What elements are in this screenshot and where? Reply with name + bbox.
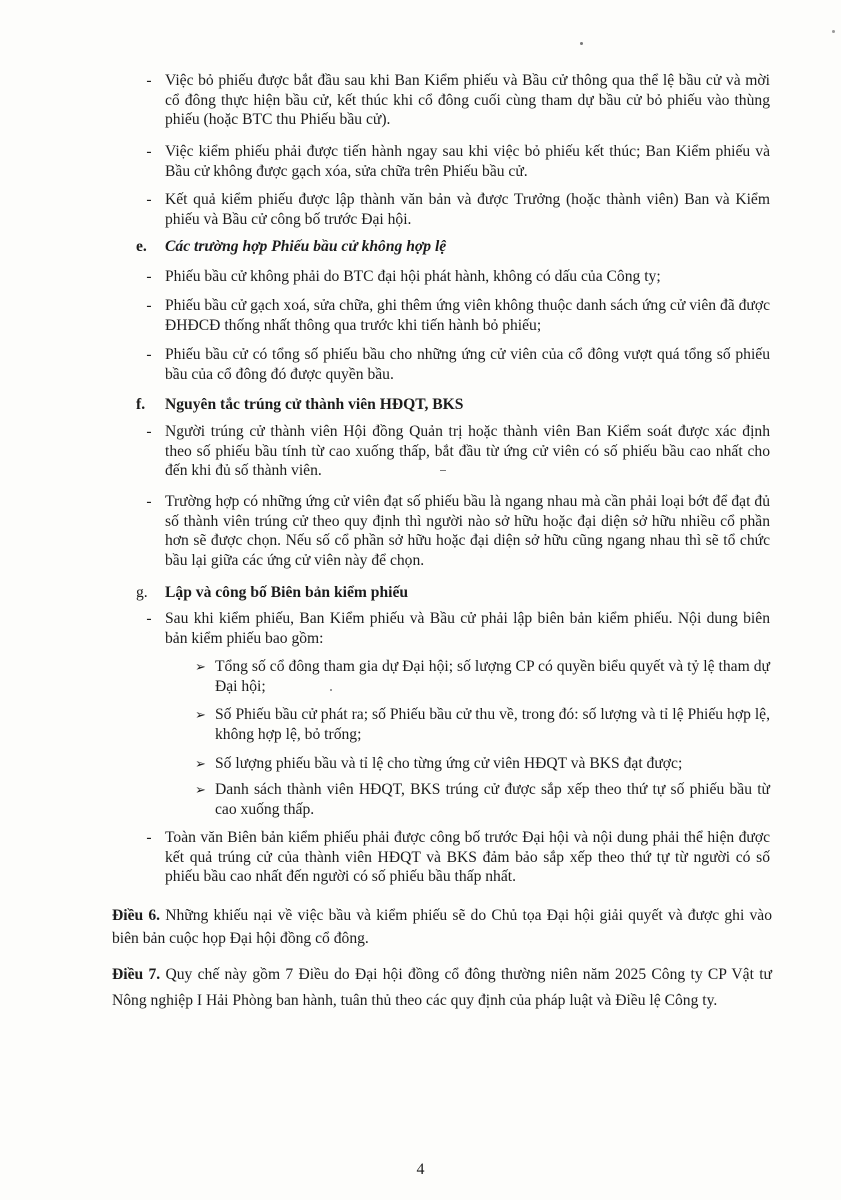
dash-bullet: -	[146, 297, 152, 314]
list-item: Kết quả kiểm phiếu được lập thành văn bản và được Trưởng (hoặc thành viên) Ban và Kiểm phiếu và Bầu cử công bố trước Đại hội.	[165, 191, 770, 228]
article-6-text: Những khiếu nại về việc bầu và kiểm phiếu sẽ do Chủ tọa Đại hội giải quyết và được ghi vào biên bản cuộc họp Đại hội đồng cổ đông.	[112, 907, 773, 947]
section-g-title: Lập và công bố Biên bản kiểm phiếu	[165, 584, 409, 601]
article-6-label: Điều 6.	[112, 907, 161, 924]
article-6	[112, 904, 772, 950]
section-e-title: Các trường hợp Phiếu bầu cử không hợp lệ	[165, 238, 447, 255]
dash-bullet: -	[146, 493, 152, 510]
dash-bullet: -	[146, 423, 152, 440]
section-g-letter: g.	[136, 584, 148, 601]
arrow-bullet-icon: ➢	[195, 659, 206, 674]
list-item: Sau khi kiểm phiếu, Ban Kiểm phiếu và Bầu cử phải lập biên bản kiểm phiếu. Nội dung biên bản kiểm phiếu bao gồm:	[165, 610, 770, 647]
list-item: Phiếu bầu cử gạch xoá, sửa chữa, ghi thêm ứng viên không thuộc danh sách ứng cử viên đã được ĐHĐCĐ thống nhất thông qua trước khi tiến hành bỏ phiếu;	[165, 297, 770, 334]
dash-bullet: -	[146, 143, 152, 160]
dash-bullet: -	[146, 346, 152, 363]
list-item: Toàn văn Biên bản kiểm phiếu phải được công bố trước Đại hội và nội dung phải thể hiện được kết quả trúng cử của thành viên HĐQT và BKS đảm bảo sắp xếp theo thứ tự từ người có số phiếu bầu cao nhất đến người có số phiếu bầu thấp nhất.	[165, 829, 770, 885]
scan-speck	[440, 470, 446, 471]
arrow-bullet-icon: ➢	[195, 782, 206, 797]
sub-list-item: Tổng số cổ đông tham gia dự Đại hội; số lượng CP có quyền biểu quyết và tỷ lệ tham dự Đại hội;	[215, 658, 770, 695]
scan-speck	[580, 42, 583, 45]
section-f-letter: f.	[136, 396, 146, 413]
arrow-bullet-icon: ➢	[195, 756, 206, 771]
section-e-letter: e.	[136, 238, 147, 255]
scan-speck	[832, 30, 835, 33]
dash-bullet: -	[146, 191, 152, 208]
list-item: Người trúng cử thành viên Hội đồng Quản trị hoặc thành viên Ban Kiểm soát được xác định theo số phiếu bầu tính từ cao xuống thấp, bắt đầu từ ứng cử viên có số phiếu bầu cao nhất cho đến khi đủ số thành viên.	[165, 423, 770, 479]
article-7	[112, 962, 772, 1013]
dash-bullet: -	[146, 268, 152, 285]
article-7-text: Quy chế này gồm 7 Điều do Đại hội đồng cổ đông thường niên năm 2025 Công ty CP Vật tư Nông nghiệp I Hải Phòng ban hành, tuân thủ theo các quy định của pháp luật và Điều lệ Công ty.	[112, 966, 772, 1009]
scan-speck	[330, 689, 332, 691]
list-item: Việc bỏ phiếu được bắt đầu sau khi Ban Kiểm phiếu và Bầu cử thông qua thể lệ bầu cử và mời cổ đông thực hiện bầu cử, kết thúc khi cổ đông cuối cùng tham dự bầu cử bỏ phiếu vào thùng phiếu (hoặc BTC thu Phiếu bầu cử).	[165, 72, 770, 128]
list-item: Việc kiểm phiếu phải được tiến hành ngay sau khi việc bỏ phiếu kết thúc; Ban Kiểm phiếu và Bầu cử không được gạch xóa, sửa chữa trên Phiếu bầu cử.	[165, 143, 770, 180]
sub-list-item: Số lượng phiếu bầu và tỉ lệ cho từng ứng cử viên HĐQT và BKS đạt được;	[215, 755, 683, 772]
article-7-label: Điều 7.	[112, 966, 161, 983]
list-item: Phiếu bầu cử không phải do BTC đại hội phát hành, không có dấu của Công ty;	[165, 268, 661, 285]
sub-list-item: Danh sách thành viên HĐQT, BKS trúng cử được sắp xếp theo thứ tự số phiếu bầu từ cao xuống thấp.	[215, 781, 770, 818]
dash-bullet: -	[146, 72, 152, 89]
dash-bullet: -	[146, 829, 152, 846]
section-f-title: Nguyên tắc trúng cử thành viên HĐQT, BKS	[165, 396, 464, 413]
list-item: Trường hợp có những ứng cử viên đạt số phiếu bầu là ngang nhau mà cần phải loại bớt để đạt đủ số thành viên trúng cử theo quy định thì người nào sở hữu hoặc đại diện sở hữu nhiều cổ phần hơn sẽ được chọn. Nếu số cổ phần sở hữu hoặc đại diện sở hữu cũng ngang nhau thì sẽ tổ chức bầu lại giữa các ứng cử viên này để chọn.	[165, 493, 770, 569]
sub-list-item: Số Phiếu bầu cử phát ra; số Phiếu bầu cử thu về, trong đó: số lượng và tỉ lệ Phiếu hợp lệ, không hợp lệ, bỏ trống;	[215, 706, 770, 743]
dash-bullet: -	[146, 610, 152, 627]
list-item: Phiếu bầu cử có tổng số phiếu bầu cho những ứng cử viên của cổ đông vượt quá tổng số phiếu bầu của cổ đông đó được quyền bầu.	[165, 346, 770, 383]
arrow-bullet-icon: ➢	[195, 707, 206, 722]
page-number: 4	[416, 1161, 425, 1178]
